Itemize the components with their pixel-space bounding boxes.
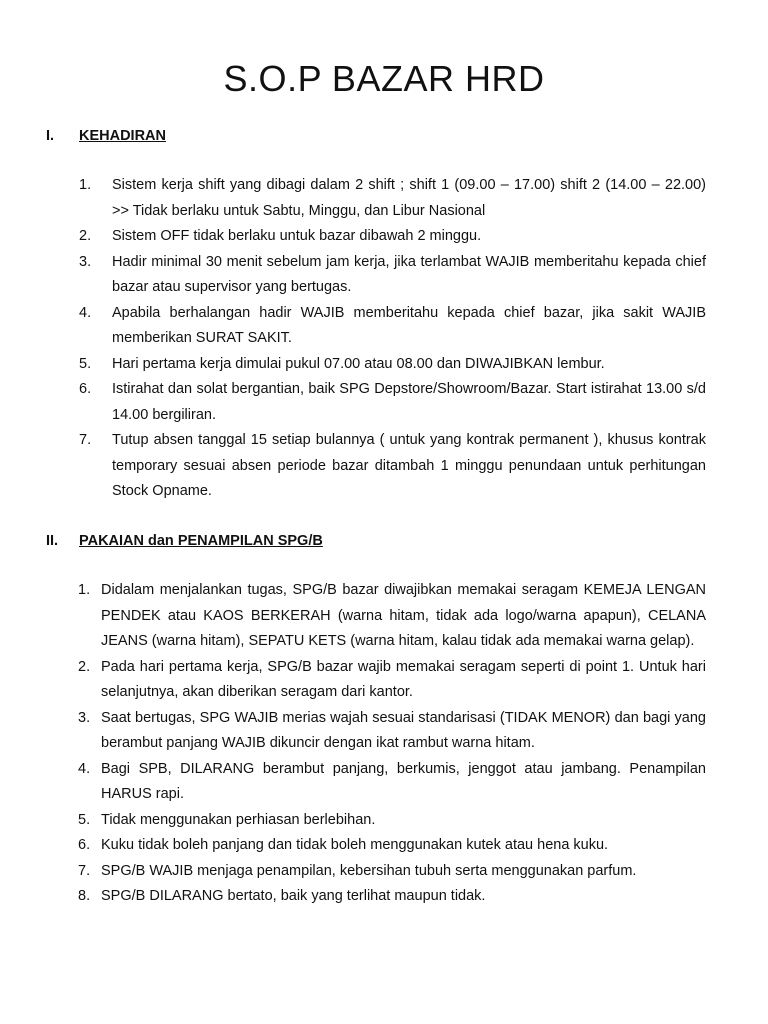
list-item: 2. Sistem OFF tidak berlaku untuk bazar dibawah 2 minggu. xyxy=(79,228,482,244)
list-item: 3. Hadir minimal 30 menit sebelum jam kerja, jika terlambat WAJIB memberitahu kepada chief bazar atau supervisor yang bertugas. xyxy=(79,253,706,295)
section-heading-kehadiran xyxy=(46,128,166,144)
list-item: 6. Kuku tidak boleh panjang dan tidak boleh menggunakan kutek atau hena kuku. xyxy=(78,837,609,853)
list-item: 5. Tidak menggunakan perhiasan berlebihan. xyxy=(78,811,376,828)
list-item: 1. Didalam menjalankan tugas, SPG/B bazar diwajibkan memakai seragam KEMEJA LENGAN PENDEK atau KAOS BERKERAH (warna hitam, tidak ada logo/warna apapun), CELANA JEANS (warna hitam), SEPATU KETS (warna hitam, kalau tidak ada memakai warna gelap). xyxy=(78,582,706,649)
pakaian-list xyxy=(78,578,706,910)
list-item: 4. Apabila berhalangan hadir WAJIB memberitahu kepada chief bazar, jika sakit WAJIB memberikan SURAT SAKIT. xyxy=(79,304,706,346)
section-title: PAKAIAN dan PENAMPILAN SPG/B xyxy=(79,533,323,549)
list-item: 3. Saat bertugas, SPG WAJIB merias wajah sesuai standarisasi (TIDAK MENOR) dan bagi yang berambut panjang WAJIB dikuncir dengan ikat rambut warna hitam. xyxy=(78,709,706,751)
list-item: 4. Bagi SPB, DILARANG berambut panjang, berkumis, jenggot atau jambang. Penampilan HARUS rapi. xyxy=(78,760,706,802)
section-heading-pakaian xyxy=(46,533,323,549)
list-item: 7. Tutup absen tanggal 15 setiap bulannya ( untuk yang kontrak permanent ), khusus kontrak temporary sesuai absen periode bazar ditambah 1 minggu penundaan untuk perhitungan Stock Opname. xyxy=(79,432,706,499)
list-item: 7. SPG/B WAJIB menjaga penampilan, kebersihan tubuh serta menggunakan parfum. xyxy=(78,862,637,879)
section-number: II. xyxy=(46,533,59,549)
list-item: 1. Sistem kerja shift yang dibagi dalam 2 shift ; shift 1 (09.00 – 17.00) shift 2 (14.00 – 22.00) >> Tidak berlaku untuk Sabtu, Minggu, dan Libur Nasional xyxy=(79,177,706,219)
list-item: 8. SPG/B DILARANG bertato, baik yang terlihat maupun tidak. xyxy=(78,888,486,904)
document-title: S.O.P BAZAR HRD xyxy=(223,58,545,99)
list-item: 5. Hari pertama kerja dimulai pukul 07.00 atau 08.00 dan DIWAJIBKAN lembur. xyxy=(79,355,605,372)
kehadiran-list xyxy=(79,173,706,505)
list-item: 6. Istirahat dan solat bergantian, baik SPG Depstore/Showroom/Bazar. Start istirahat 13.00 s/d 14.00 bergiliran. xyxy=(79,381,706,423)
section-title: KEHADIRAN xyxy=(79,128,166,144)
section-number: I. xyxy=(46,128,55,144)
list-item: 2. Pada hari pertama kerja, SPG/B bazar wajib memakai seragam seperti di point 1. Untuk hari selanjutnya, akan diberikan seragam dari kantor. xyxy=(78,658,706,700)
